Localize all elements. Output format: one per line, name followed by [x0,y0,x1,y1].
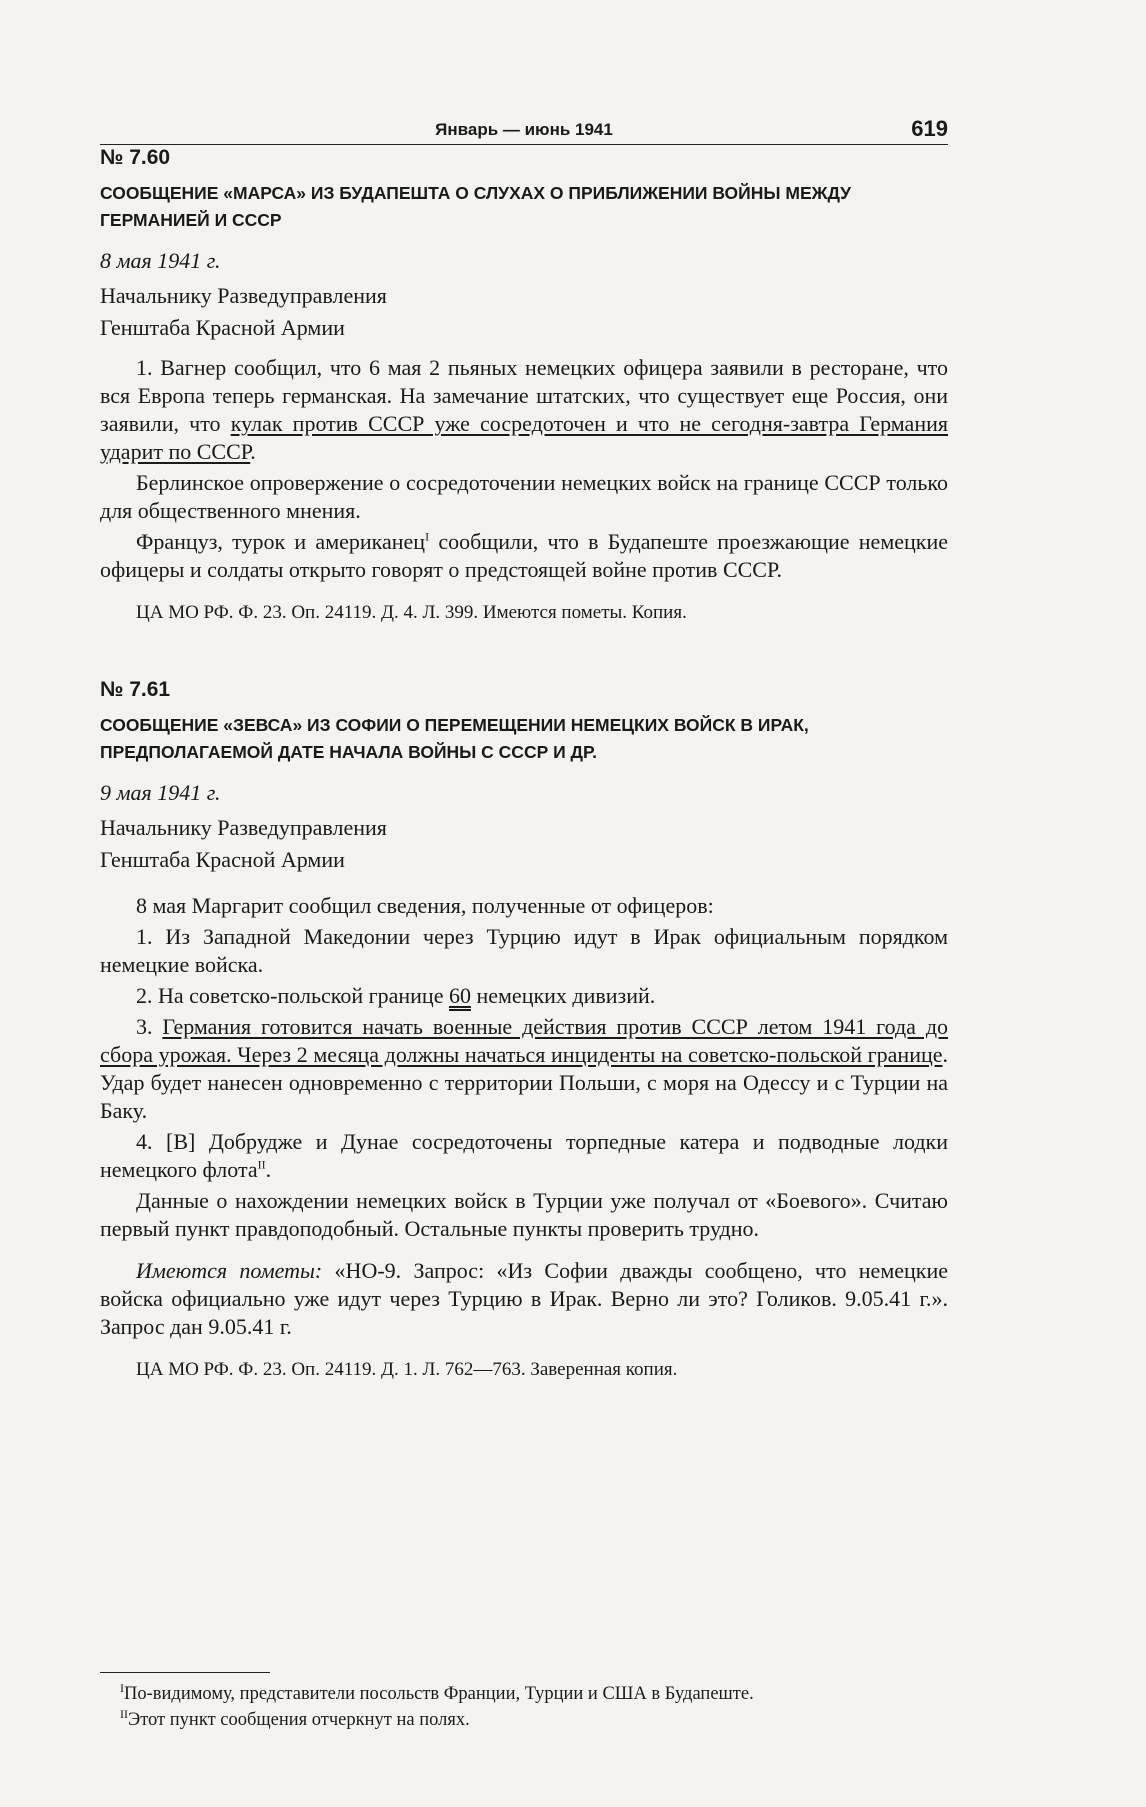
footnote-text: Этот пункт сообщения отчеркнут на полях. [128,1710,470,1730]
paragraph-text: 3. [136,1014,163,1039]
footnote-2 [120,1708,470,1732]
underlined-text: кулак против СССР уже сосредоточен и что не сегодня-завтра Германия ударит по СССР [100,411,948,464]
paragraph-5: Данные о нахождении немецких войск в Турции уже получал от «Боевого». Считаю первый пункт правдоподобный. Остальные пункты проверить трудно. [100,1188,948,1241]
paragraph-3 [100,528,948,584]
paragraph-text: . Удар будет нанесен одновременно с территории Польши, с моря на Одессу и с Турции на Баку. [100,1042,948,1123]
footnote-mark: II [120,1706,128,1721]
remarks-text: «НО-9. Запрос: «Из Софии дважды сообщено, что немецкие войска официально уже идут через Турцию в Ирак. Верно ли это? Голиков. 9.05.41 г.». Запрос дан 9.05.41 г. [100,1258,949,1339]
paragraph-text: Француз, турок и американец [136,529,426,554]
addressee-line-2: Генштаба Красной Армии [100,847,345,872]
addressee-line-1: Начальнику Разведуправления [100,283,387,308]
doc-number: № 7.61 [100,678,171,701]
doc-number: № 7.60 [100,146,171,169]
paragraph-text: сообщили, что в Будапеште проезжающие немецкие офицеры и солдаты открыто говорят о предстоящей войне против СССР. [100,529,949,582]
document-7-61 [100,678,948,1381]
page-number: 619 [911,116,948,141]
doc-date: 9 мая 1941 г. [100,780,221,805]
footnote-divider [100,1672,270,1673]
running-head-title: Январь — июнь 1941 [435,120,613,139]
running-head [100,118,948,145]
paragraph-text: 4. [В] Добрудже и Дунае сосредоточены торпедные катера и подводные лодки немецкого флота [100,1129,948,1182]
paragraph-text: 2. На советско-польской границе [136,983,449,1008]
double-underlined-text: 60 [448,983,471,1008]
paragraph-text: немецких дивизий. [470,983,656,1008]
addressee-line-2: Генштаба Красной Армии [100,315,345,340]
paragraph-text: . [250,439,256,464]
paragraph-4 [100,1128,948,1184]
archive-source: ЦА МО РФ. Ф. 23. Оп. 24119. Д. 4. Л. 399. Имеются пометы. Копия. [136,602,687,623]
doc-title: СООБЩЕНИЕ «ЗЕВСА» ИЗ СОФИИ О ПЕРЕМЕЩЕНИИ НЕМЕЦКИХ ВОЙСК В ИРАК, ПРЕДПОЛАГАЕМОЙ ДАТЕ НАЧАЛА ВОЙНЫ С СССР И ДР. [100,715,809,762]
footnote-mark: I [120,1680,124,1695]
doc-date: 8 мая 1941 г. [100,248,221,273]
paragraph-3 [100,1013,948,1125]
footnote-1 [120,1682,754,1706]
paragraph-text: 1. Вагнер сообщил, что 6 мая 2 пьяных немецких офицера заявили в ресторане, что вся Европа теперь германская. На замечание штатских, что существует еще Россия, они заявили, что [100,355,948,436]
addressee-line-1: Начальнику Разведуправления [100,815,387,840]
remarks [100,1257,948,1341]
paragraph-text: . [265,1157,272,1182]
paragraph-1 [100,354,948,466]
document-7-60 [100,146,948,624]
footnote-text: По-видимому, представители посольств Франции, Турции и США в Будапеште. [124,1684,754,1704]
paragraph-2 [100,982,948,1010]
underlined-text: Германия готовится начать военные действия против СССР летом 1941 года до сбора урожая. Через 2 месяца должны начаться инциденты на советско-польской границе [100,1014,949,1067]
footnote-ref: II [257,1157,266,1172]
archive-source: ЦА МО РФ. Ф. 23. Оп. 24119. Д. 1. Л. 762—763. Заверенная копия. [136,1359,678,1380]
paragraph-intro: 8 мая Маргарит сообщил сведения, полученные от офицеров: [136,893,714,918]
paragraph-2: Берлинское опровержение о сосредоточении немецких войск на границе СССР только для общественного мнения. [100,470,948,523]
footnote-ref: I [425,529,430,544]
remarks-label: Имеются пометы: [136,1258,323,1283]
paragraph-1: 1. Из Западной Македонии через Турцию идут в Ирак официальным порядком немецкие войска. [100,924,948,977]
doc-title: СООБЩЕНИЕ «МАРСА» ИЗ БУДАПЕШТА О СЛУХАХ О ПРИБЛИЖЕНИИ ВОЙНЫ МЕЖДУ ГЕРМАНИЕЙ И СССР [100,183,852,230]
